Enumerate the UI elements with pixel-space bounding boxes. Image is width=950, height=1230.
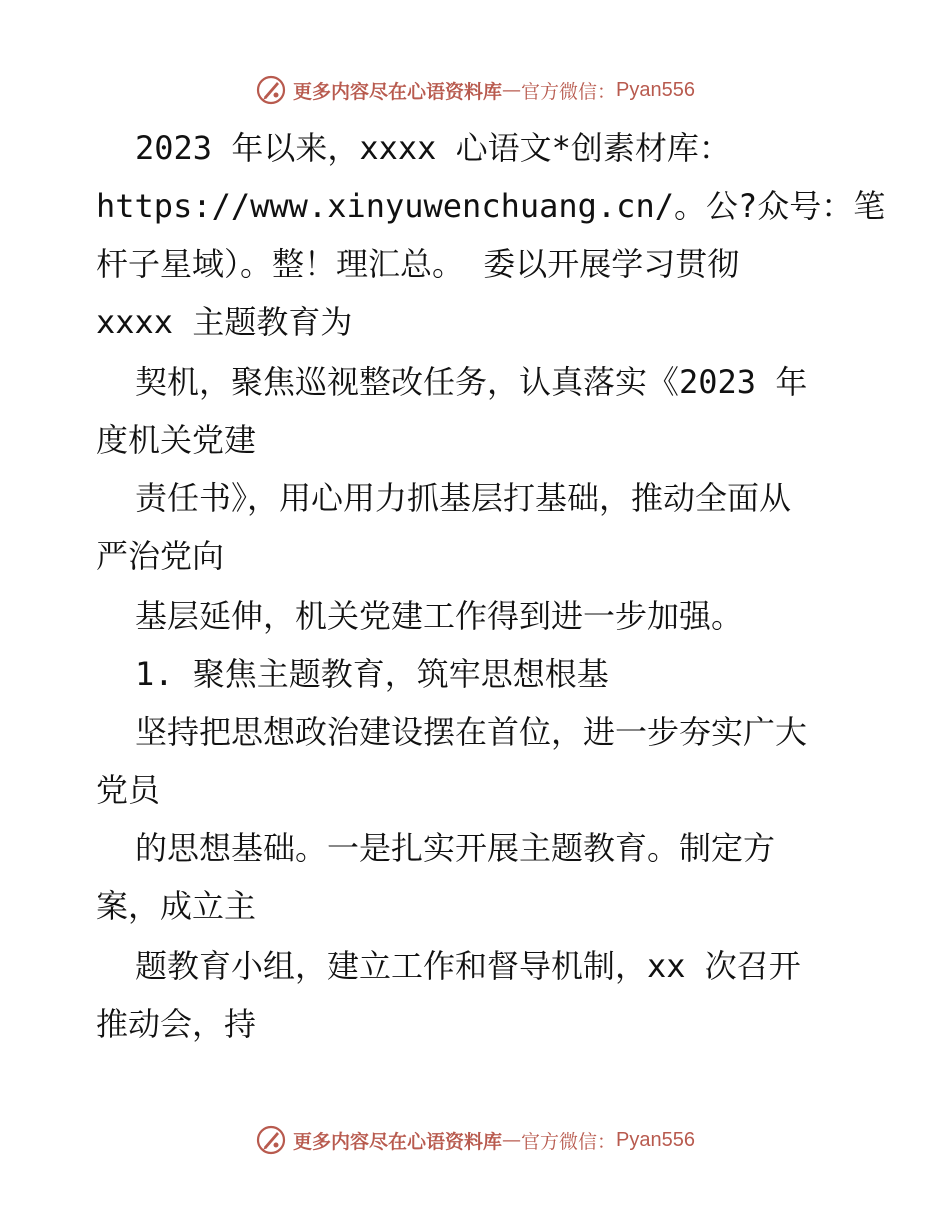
body-line: 度机关党建 bbox=[96, 421, 257, 459]
watermark-wechat-id: Pyan556 bbox=[616, 78, 695, 101]
body-line: 题教育小组，建立工作和督导机制，xx 次召开 bbox=[135, 947, 801, 985]
body-line: 党员 bbox=[96, 771, 161, 809]
body-line: 的思想基础。一是扎实开展主题教育。制定方 bbox=[135, 829, 776, 867]
body-line: 2023 年以来，xxxx 心语文*创素材库： bbox=[135, 129, 731, 167]
body-line: 推动会，持 bbox=[96, 1005, 257, 1043]
body-line: xxxx 主题教育为 bbox=[96, 303, 353, 341]
body-line: https://www.xinyuwenchuang.cn/。公?众号：笔 bbox=[96, 187, 886, 225]
body-line: 基层延伸，机关党建工作得到进一步加强。 bbox=[135, 597, 744, 635]
watermark-wechat-label: 官方微信： bbox=[521, 80, 617, 103]
body-line: 严治党向 bbox=[96, 537, 225, 575]
body-line: 责任书》，用心用力抓基层打基础，推动全面从 bbox=[135, 479, 792, 517]
body-line: 杆子星域）。整！理汇总。 委以开展学习贯彻 bbox=[96, 245, 740, 283]
watermark-site-text: 更多内容尽在心语资料库 bbox=[293, 1130, 503, 1153]
watermark-site-text: 更多内容尽在心语资料库 bbox=[293, 80, 503, 103]
quill-logo-icon bbox=[255, 1124, 287, 1156]
watermark-dash: — bbox=[502, 79, 522, 101]
watermark-wechat-id: Pyan556 bbox=[616, 1128, 695, 1151]
body-line: 坚持把思想政治建设摆在首位，进一步夯实广大 bbox=[135, 713, 808, 751]
section-heading: 1. 聚焦主题教育，筑牢思想根基 bbox=[135, 655, 609, 693]
body-line: 案，成立主 bbox=[96, 887, 257, 925]
footer-watermark bbox=[0, 1118, 950, 1162]
body-line: 契机，聚焦巡视整改任务，认真落实《2023 年 bbox=[135, 363, 808, 401]
watermark-wechat-label: 官方微信： bbox=[521, 1130, 617, 1153]
watermark-dash: — bbox=[502, 1129, 522, 1151]
